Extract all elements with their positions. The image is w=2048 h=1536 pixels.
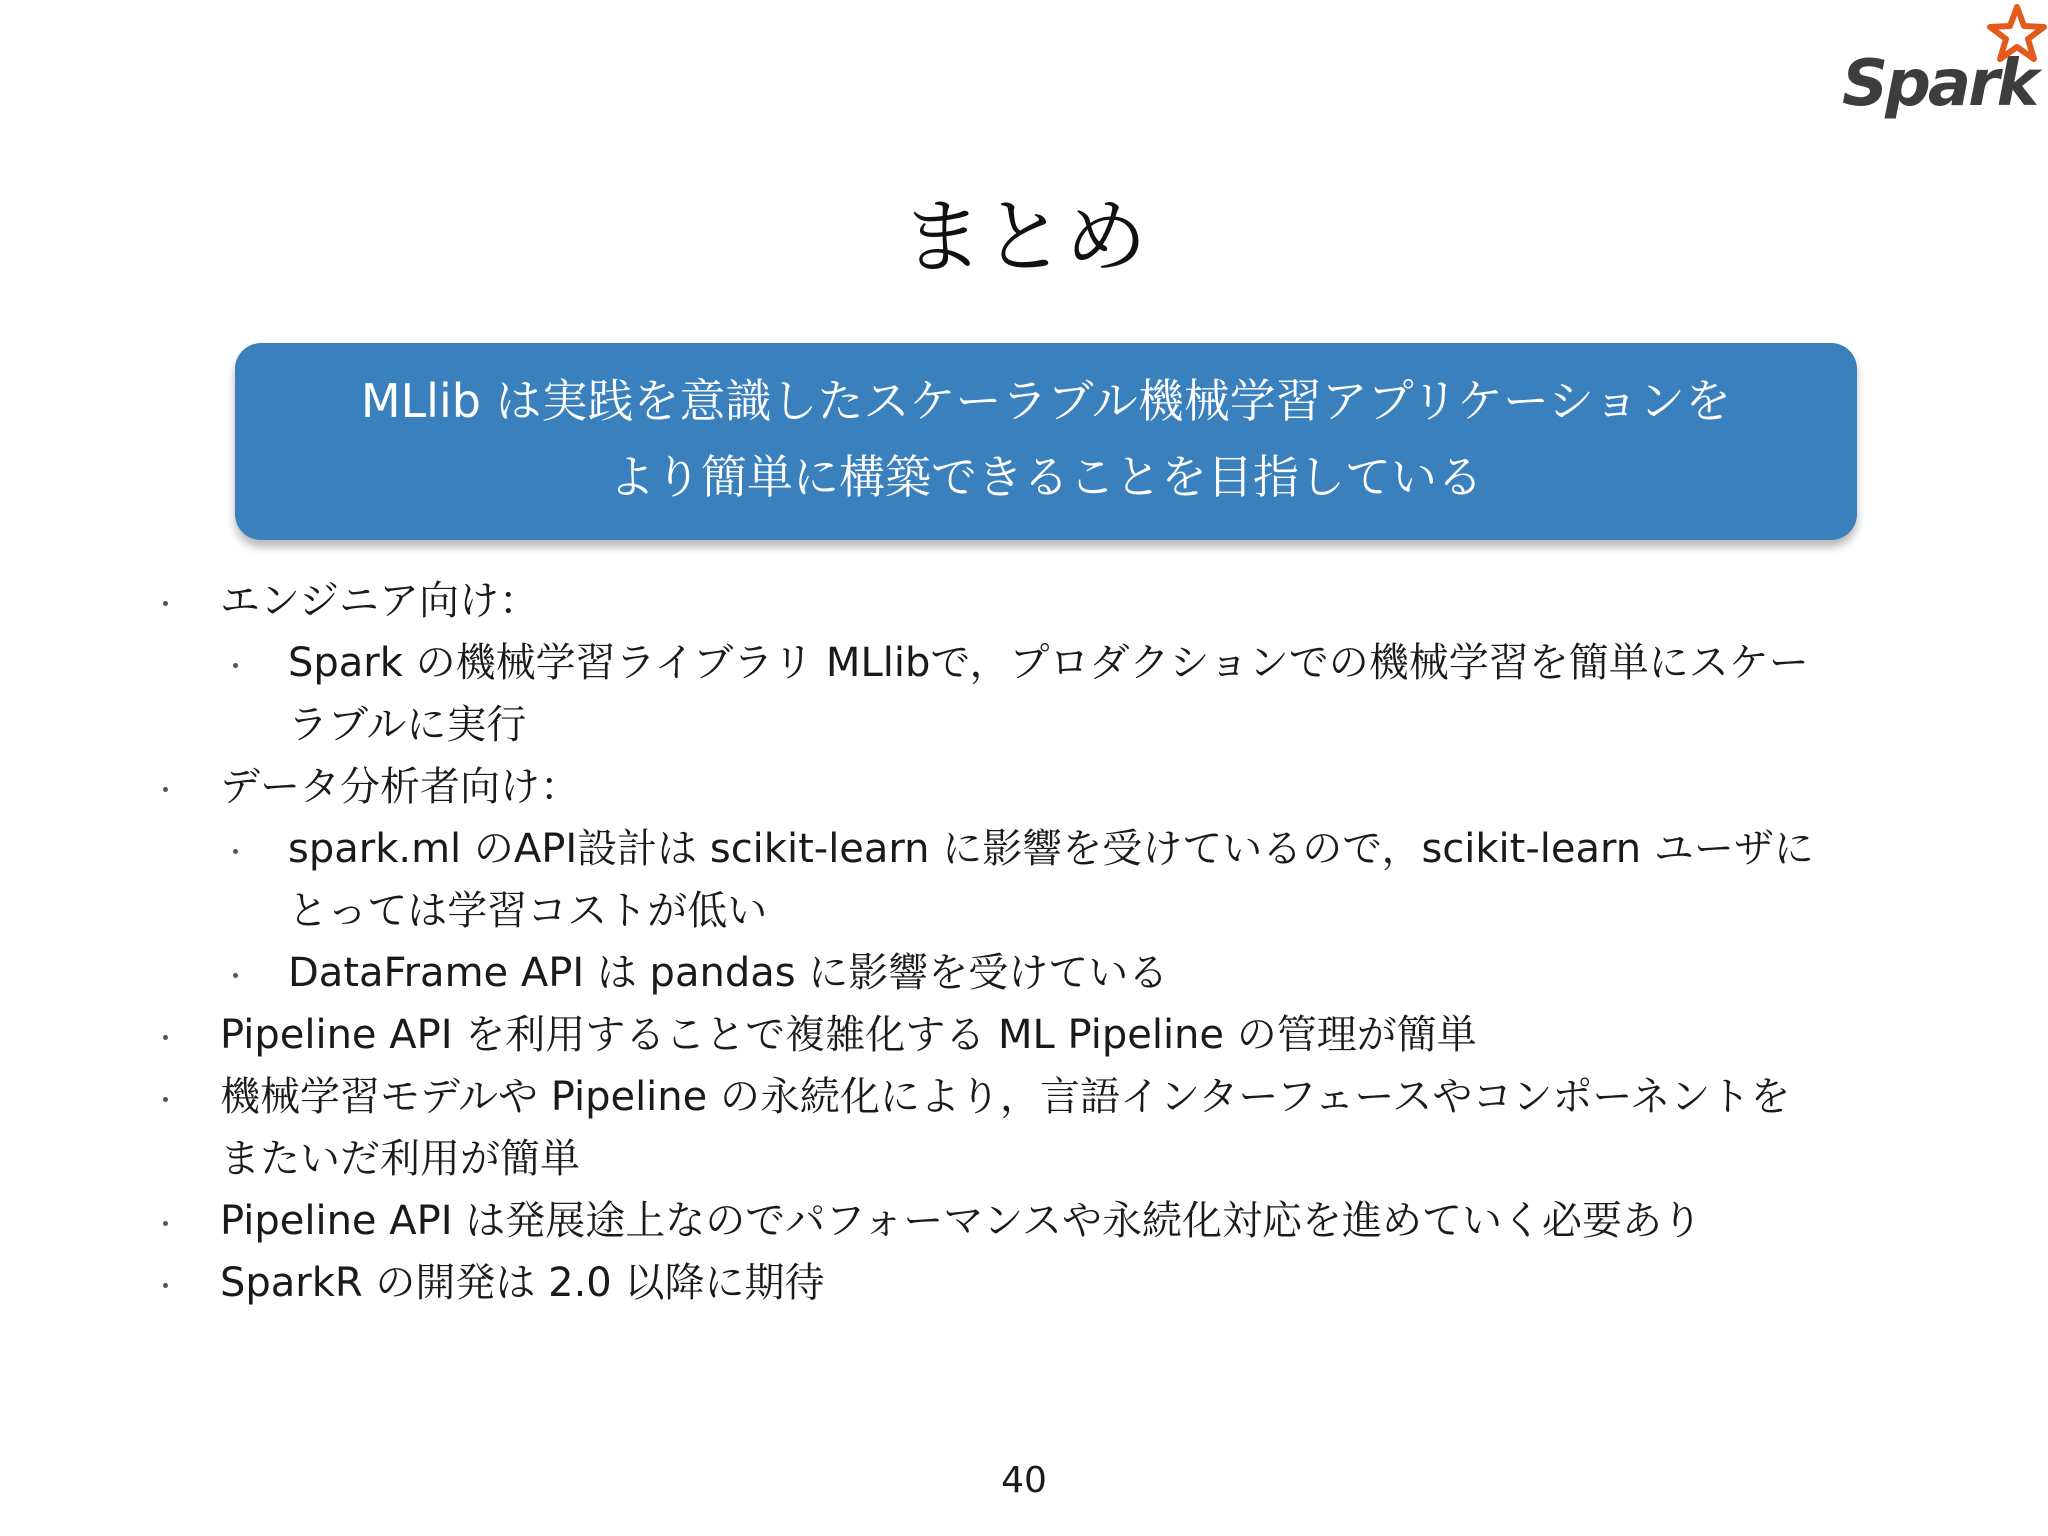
summary-callout	[235, 343, 1857, 540]
bullet-dot	[233, 663, 238, 668]
bullet-persistence-cont: またいだ利用が簡単	[220, 1136, 580, 1182]
page-number: 40	[1001, 1460, 1047, 1501]
bullet-dot	[163, 1221, 168, 1226]
bullet-engineers: エンジニア向け：	[220, 578, 539, 624]
bullet-dot	[163, 787, 168, 792]
spark-logo-text: Spark	[1842, 47, 2037, 121]
bullet-dot	[163, 1035, 168, 1040]
bullet-pipeline-development: Pipeline API は発展途上なのでパフォーマンスや永続化対応を進めていく必要あり	[220, 1198, 1703, 1244]
sub-bullet-dataframe: DataFrame API は pandas に影響を受けている	[288, 950, 1169, 996]
callout-line-1: MLlib は実践を意識したスケーラブル機械学習アプリケーションを	[360, 374, 1732, 428]
bullet-persistence: 機械学習モデルや Pipeline の永続化により，言語インターフェースやコンポーネントを	[220, 1074, 1791, 1120]
bullet-dot	[163, 1283, 168, 1288]
bullet-dot	[163, 601, 168, 606]
spark-logo	[1836, 4, 2048, 121]
callout-line-2: より簡単に構築できることを目指している	[609, 450, 1483, 504]
bullet-dot	[233, 973, 238, 978]
sub-bullet-sparkml-cont: とっては学習コストが低い	[288, 888, 768, 934]
bullet-sparkr: SparkR の開発は 2.0 以降に期待	[220, 1260, 825, 1306]
sub-bullet-mllib: Spark の機械学習ライブラリ MLlibで，プロダクションでの機械学習を簡単にスケー	[288, 640, 1809, 686]
bullet-dot	[163, 1097, 168, 1102]
star-icon	[1986, 4, 2048, 66]
sub-bullet-sparkml: spark.ml のAPI設計は scikit-learn に影響を受けているので，scikit-learn ユーザに	[288, 826, 1814, 872]
bullet-pipeline-api: Pipeline API を利用することで複雑化する ML Pipeline の管理が簡単	[220, 1012, 1477, 1058]
bullet-dot	[233, 849, 238, 854]
bullet-data-analysts: データ分析者向け：	[220, 764, 580, 810]
page-title: まとめ	[900, 190, 1147, 285]
sub-bullet-mllib-cont: ラブルに実行	[288, 702, 527, 748]
